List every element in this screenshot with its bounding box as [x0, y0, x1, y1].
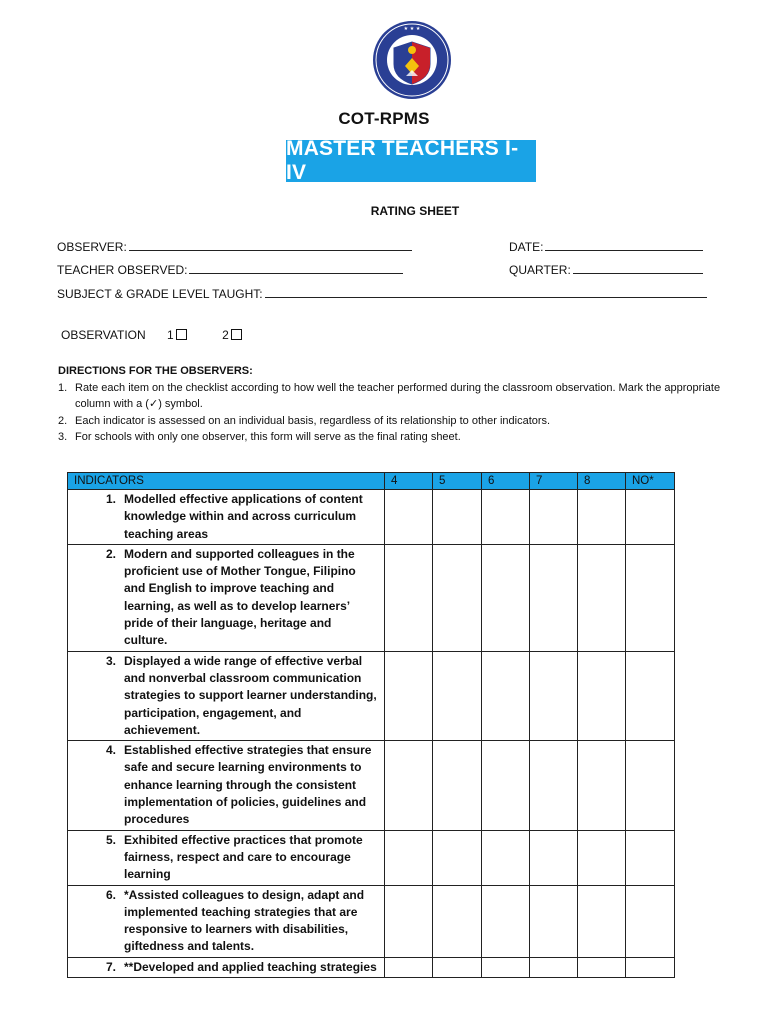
rating-cell[interactable] — [530, 544, 578, 651]
rating-cell[interactable] — [578, 957, 626, 977]
rating-cell[interactable] — [433, 957, 482, 977]
indicator-cell — [68, 830, 385, 885]
deped-seal-logo — [372, 20, 452, 100]
rating-cell[interactable] — [385, 957, 433, 977]
rating-sheet-heading: RATING SHEET — [370, 204, 460, 218]
rating-6-column-header: 6 — [482, 473, 530, 490]
rating-cell[interactable] — [482, 830, 530, 885]
rating-8-column-header: 8 — [578, 473, 626, 490]
indicator-cell — [68, 957, 385, 977]
indicator-cell — [68, 490, 385, 545]
date-blank[interactable] — [545, 238, 703, 251]
rating-cell[interactable] — [626, 830, 675, 885]
table-row — [68, 651, 675, 740]
rating-cell[interactable] — [482, 957, 530, 977]
indicator-text: Modelled effective applications of content knowledge within and across curriculum teaching areas — [124, 492, 363, 541]
table-row — [68, 490, 675, 545]
rating-cell[interactable] — [626, 651, 675, 740]
observer-blank[interactable] — [129, 238, 412, 251]
indicator-text: Established effective strategies that ensure safe and secure learning environments to enhance learning through the consistent implementation of policies, guidelines and procedures — [124, 743, 372, 827]
svg-text:★ ★ ★: ★ ★ ★ — [403, 26, 421, 32]
rating-cell[interactable] — [433, 544, 482, 651]
direction-text: For schools with only one observer, this form will serve as the final rating sheet. — [75, 431, 461, 443]
teacher-observed-label: TEACHER OBSERVED: — [57, 263, 188, 277]
rating-cell[interactable] — [433, 830, 482, 885]
table-row — [68, 830, 675, 885]
table-row — [68, 957, 675, 977]
rating-cell[interactable] — [530, 830, 578, 885]
rating-cell[interactable] — [530, 651, 578, 740]
rating-7-column-header: 7 — [530, 473, 578, 490]
rating-cell[interactable] — [385, 544, 433, 651]
rating-cell[interactable] — [433, 651, 482, 740]
rating-cell[interactable] — [530, 490, 578, 545]
rating-cell[interactable] — [530, 741, 578, 830]
direction-number: 3. — [58, 431, 68, 443]
rating-cell[interactable] — [482, 741, 530, 830]
rating-cell[interactable] — [578, 741, 626, 830]
rating-cell[interactable] — [385, 885, 433, 957]
table-row — [68, 741, 675, 830]
direction-number: 1. — [58, 381, 68, 394]
rating-cell[interactable] — [626, 490, 675, 545]
indicators-column-header: INDICATORS — [68, 473, 385, 490]
directions-block — [58, 363, 728, 446]
rating-cell[interactable] — [626, 544, 675, 651]
rating-cell[interactable] — [626, 741, 675, 830]
rating-cell[interactable] — [626, 957, 675, 977]
rating-5-column-header: 5 — [433, 473, 482, 490]
table-row — [68, 544, 675, 651]
observer-field[interactable] — [57, 238, 412, 255]
indicator-number: 5. — [105, 832, 116, 847]
indicator-cell — [68, 544, 385, 651]
rating-cell[interactable] — [578, 490, 626, 545]
rating-cell[interactable] — [482, 885, 530, 957]
observation-row — [61, 327, 242, 343]
subject-grade-label: SUBJECT & GRADE LEVEL TAUGHT: — [57, 287, 263, 301]
rating-cell[interactable] — [578, 651, 626, 740]
directions-heading: DIRECTIONS FOR THE OBSERVERS: — [58, 365, 253, 377]
document-title: COT-RPMS — [338, 109, 430, 128]
rating-cell[interactable] — [385, 830, 433, 885]
observation-option-1-label: 1 — [167, 328, 174, 342]
indicator-number: 1. — [105, 492, 116, 506]
table-row — [68, 885, 675, 957]
indicator-text: Displayed a wide range of effective verbal and nonverbal classroom communication strategies to support learner understanding, participation, engagement, and achievement. — [124, 653, 377, 737]
indicator-cell — [68, 651, 385, 740]
direction-text: Each indicator is assessed on an individual basis, regardless of its relationship to other indicators. — [75, 414, 551, 427]
observation-label: OBSERVATION — [61, 328, 146, 342]
rating-cell[interactable] — [578, 885, 626, 957]
rating-cell[interactable] — [482, 490, 530, 545]
indicator-text: Modern and supported colleagues in the proficient use of Mother Tongue, Filipino and English to improve teaching and learning, as well as to develop learners’ pride of their language, heritage and culture. — [124, 546, 356, 648]
observation-1-checkbox[interactable] — [176, 329, 187, 340]
observation-2-checkbox[interactable] — [231, 329, 242, 340]
table-header-row — [68, 473, 675, 490]
observer-label: OBSERVER: — [57, 240, 127, 254]
quarter-blank[interactable] — [573, 261, 703, 274]
indicator-cell — [68, 885, 385, 957]
rating-cell[interactable] — [433, 490, 482, 545]
rating-cell[interactable] — [626, 885, 675, 957]
rating-cell[interactable] — [578, 544, 626, 651]
rating-cell[interactable] — [530, 885, 578, 957]
rating-cell[interactable] — [433, 741, 482, 830]
date-label: DATE: — [509, 240, 544, 254]
observation-option-2-label: 2 — [222, 328, 229, 342]
quarter-label: QUARTER: — [509, 263, 571, 277]
indicator-cell — [68, 741, 385, 830]
indicator-number: 7. — [105, 959, 116, 974]
rating-cell[interactable] — [578, 830, 626, 885]
indicator-number: 3. — [105, 653, 116, 668]
indicator-text: **Developed and applied teaching strategies — [124, 959, 377, 974]
rating-cell[interactable] — [530, 957, 578, 977]
rating-4-column-header: 4 — [385, 473, 433, 490]
rating-cell[interactable] — [385, 651, 433, 740]
subject-grade-field[interactable] — [57, 285, 707, 302]
direction-item — [58, 429, 728, 446]
indicator-number: 2. — [105, 546, 116, 561]
date-field[interactable] — [509, 238, 703, 255]
indicator-text: *Assisted colleagues to design, adapt and implemented teaching strategies that are responsive to learners with disabilities, giftedness and talents. — [124, 887, 365, 954]
direction-item — [58, 380, 728, 413]
subject-grade-blank[interactable] — [265, 285, 707, 298]
direction-text: Rate each item on the checklist according to how well the teacher performed during the classroom observation. Mark the appropriate column with a (✓) symbol. — [75, 381, 721, 410]
indicator-number: 4. — [105, 743, 116, 758]
quarter-field[interactable] — [509, 261, 703, 278]
direction-item — [58, 413, 728, 430]
role-banner: MASTER TEACHERS I-IV — [286, 140, 536, 182]
ratings-table — [67, 472, 675, 978]
indicator-number: 6. — [105, 887, 116, 902]
rating-cell[interactable] — [385, 490, 433, 545]
rating-cell[interactable] — [482, 651, 530, 740]
direction-number: 2. — [58, 414, 68, 427]
teacher-observed-field[interactable] — [57, 261, 403, 278]
rating-cell[interactable] — [433, 885, 482, 957]
indicator-text: Exhibited effective practices that promote fairness, respect and care to encourage learning — [124, 832, 363, 882]
no-column-header: NO* — [626, 473, 675, 490]
rating-cell[interactable] — [482, 544, 530, 651]
rating-cell[interactable] — [385, 741, 433, 830]
teacher-observed-blank[interactable] — [189, 261, 403, 274]
